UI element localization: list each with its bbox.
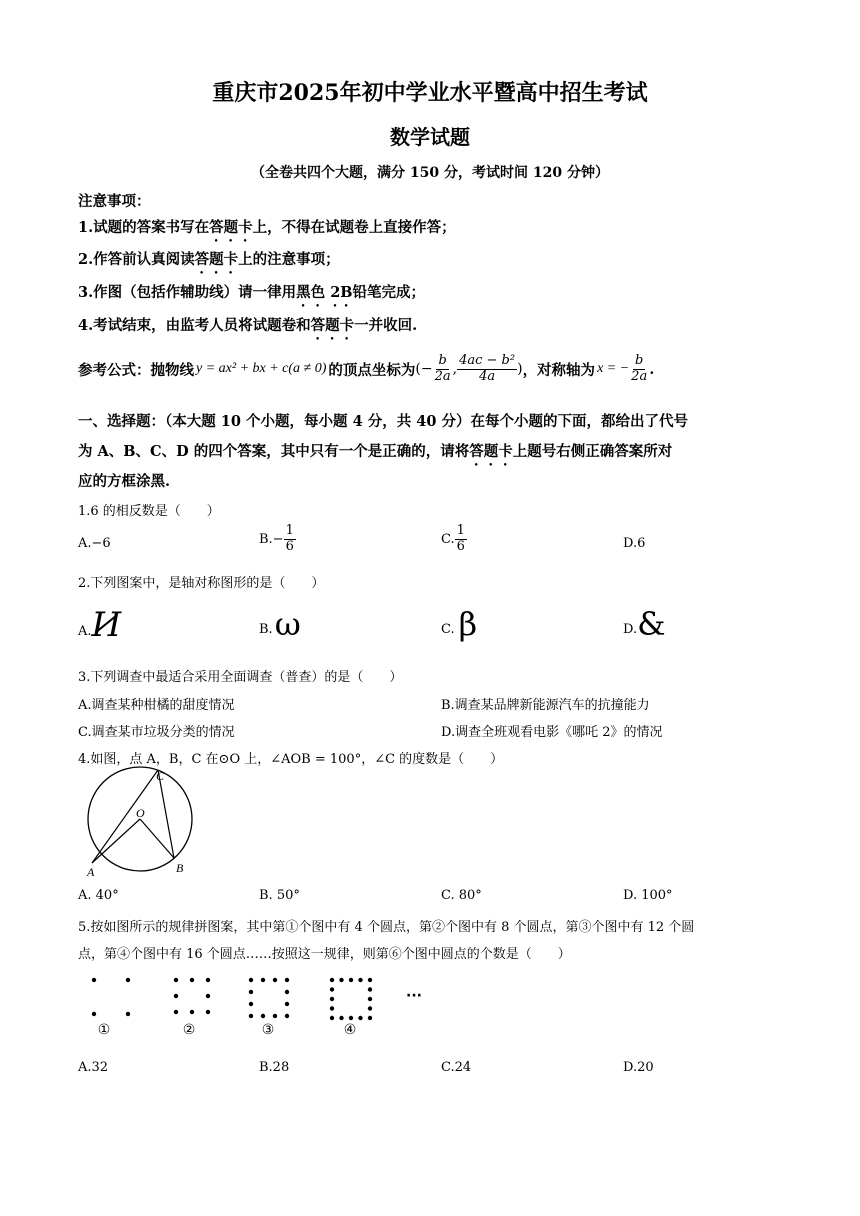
pattern-3-dot	[249, 978, 253, 982]
pattern-3	[249, 978, 289, 1018]
pattern-1-dot	[126, 1012, 130, 1016]
q5-option-d: D.20	[623, 1060, 654, 1075]
note-3-a: 3.作图（包括作辅助线）请一律用	[78, 284, 297, 301]
formula-open: (−	[415, 361, 433, 378]
formula-axis-eq: x = −	[597, 361, 630, 377]
q5-line1: 5.按如图所示的规律拼图案，其中第①个图中有 4 个圆点，第②个图中有 8 个圆点，第③个图中有 12 个圆	[78, 920, 695, 935]
pattern-4-dot	[358, 1016, 362, 1020]
pattern-2-dot	[206, 1010, 210, 1014]
notes-heading: 注意事项：	[78, 193, 151, 210]
pattern-4-dot	[349, 978, 353, 982]
section1-line2: 为 A、B、C、D 的四个答案，其中只有一个是正确的，请将答题卡上题号右侧正确答案所对	[78, 443, 673, 460]
radius-ob	[140, 819, 174, 858]
pattern-2-dot	[190, 978, 194, 982]
note-2-emph: 答题卡	[194, 251, 239, 268]
pattern-4	[330, 978, 372, 1020]
pattern-2	[174, 978, 210, 1014]
q2-option-d: D. &	[623, 605, 666, 643]
note-4	[78, 314, 417, 343]
q1-option-b: B.− $\frac{1}{6}$	[259, 523, 294, 554]
pattern-4-dot	[330, 1016, 334, 1020]
pattern-2-dot	[174, 978, 178, 982]
pattern-2-dot	[174, 994, 178, 998]
pattern-4-dot	[330, 978, 334, 982]
formula-eq: y = ax² + bx + c(a ≠ 0)	[196, 361, 327, 377]
pattern-2-dot	[206, 978, 210, 982]
pattern-4-dot	[358, 978, 362, 982]
label-o: O	[136, 806, 145, 820]
pattern-4-dot	[368, 987, 372, 991]
pattern-4-dot	[368, 997, 372, 1001]
q2-stem: 2.下列图案中，是轴对称图形的是（ ）	[78, 576, 325, 591]
q5-option-c: C.24	[441, 1060, 472, 1075]
pattern-2-dot	[190, 1010, 194, 1014]
note-4-emph: 答题卡	[310, 317, 355, 334]
formula-comma: ,	[452, 361, 458, 378]
note-1	[78, 216, 456, 245]
pattern-2-label: ②	[182, 1022, 196, 1038]
section1-line1: 一、选择题：（本大题 10 个小题，每小题 4 分，共 40 分）在每个小题的下面，都给出了代号	[78, 413, 688, 430]
note-3-c: 铅笔完成；	[352, 284, 426, 301]
beta-icon: β	[458, 605, 478, 643]
pattern-4-dot	[339, 978, 343, 982]
note-2-c: 上的注意事项；	[238, 251, 340, 268]
section1-emph: 答题卡	[469, 443, 513, 460]
pattern-3-dot	[249, 1002, 253, 1006]
q5-option-b: B.28	[259, 1060, 290, 1075]
chord-cb	[158, 770, 174, 858]
label-b: B	[176, 861, 184, 875]
note-1-c: 上，不得在试题卷上直接作答；	[252, 219, 456, 236]
pattern-4-label: ④	[343, 1022, 357, 1038]
radius-oa	[92, 819, 140, 863]
q3-option-d: D.调查全班观看电影《哪吒 2》的情况	[441, 725, 663, 740]
pattern-3-dot	[273, 1014, 277, 1018]
label-c: C	[156, 769, 165, 783]
pattern-3-dot	[261, 1014, 265, 1018]
pattern-3-dot	[273, 978, 277, 982]
pattern-4-dot	[330, 987, 334, 991]
note-1-emph: 答题卡	[209, 219, 253, 236]
q4-stem: 4.如图，点 A，B，C 在⊙O 上，∠AOB = 100°，∠C 的度数是（ ）	[78, 752, 504, 767]
pattern-2-dot	[174, 1010, 178, 1014]
q3-option-b: B.调查某品牌新能源汽车的抗撞能力	[441, 698, 650, 713]
q3-stem: 3.下列调查中最适合采用全面调查（普查）的是（ ）	[78, 670, 403, 685]
label-a: A	[87, 865, 95, 878]
note-2-a: 2.作答前认真阅读	[78, 251, 195, 268]
pattern-3-dot	[285, 1014, 289, 1018]
formula-mid: 的顶点坐标为	[328, 361, 416, 379]
formula-frac-1: $\frac{b}{2a}$	[434, 353, 451, 384]
ellipsis: ···	[406, 988, 422, 1004]
note-3-emph: 黑色 2B	[296, 284, 353, 301]
dot-patterns-figure	[80, 970, 440, 1042]
pattern-3-dot	[285, 978, 289, 982]
exam-info: （全卷共四个大题，满分 150 分，考试时间 120 分钟）	[251, 165, 609, 181]
subject-title: 数学试题	[390, 125, 470, 149]
pattern-1-dot	[92, 1012, 96, 1016]
q3-option-a: A.调查某种柑橘的甜度情况	[78, 698, 235, 713]
section1-line3: 应的方框涂黑.	[78, 473, 171, 490]
q4-option-d: D. 100°	[623, 888, 673, 903]
pattern-4-dot	[368, 1016, 372, 1020]
q1-option-d: D.6	[623, 536, 646, 551]
note-3	[78, 281, 425, 310]
omega-icon: ω	[274, 605, 301, 643]
formula-close: )	[517, 361, 523, 378]
pattern-4-dot	[339, 1016, 343, 1020]
formula-label: 参考公式：抛物线	[78, 361, 194, 379]
q1-option-a: A.−6	[78, 536, 111, 551]
pattern-4-dot	[330, 997, 334, 1001]
formula-frac-2: $\frac{\text{4ac − b²}}{4a}$	[459, 353, 516, 384]
formula-axis-label: ，对称轴为	[522, 361, 596, 379]
pattern-4-dot	[368, 1006, 372, 1010]
q1-option-c: C. $\frac{1}{6}$	[441, 523, 465, 554]
pattern-2-dot	[206, 994, 210, 998]
pattern-1	[92, 978, 130, 1016]
q2-option-b: B. ω	[259, 605, 301, 643]
pattern-3-label: ③	[261, 1022, 275, 1038]
note-2	[78, 248, 340, 277]
exam-title: 重庆市2025年初中学业水平暨高中招生考试	[212, 80, 648, 106]
q4-option-c: C. 80°	[441, 888, 482, 903]
pattern-1-dot	[92, 978, 96, 982]
q2-option-c: C. β	[441, 605, 478, 643]
q1-stem: 1.6 的相反数是（ ）	[78, 504, 220, 519]
note-1-a: 1.试题的答案书写在	[78, 219, 210, 236]
q5-line2: 点，第④个图中有 16 个圆点……按照这一规律，则第⑥个图中圆点的个数是（ ）	[78, 947, 571, 962]
ampersand-icon: &	[637, 605, 666, 643]
q1-b-frac: $\frac{1}{6}$	[285, 523, 294, 554]
reference-formula	[78, 354, 654, 385]
pattern-4-dot	[349, 1016, 353, 1020]
q1-c-frac: $\frac{1}{6}$	[456, 523, 465, 554]
pattern-3-dot	[249, 1014, 253, 1018]
q5-option-a: A.32	[78, 1060, 109, 1075]
pattern-3-dot	[249, 990, 253, 994]
pattern-4-dot	[368, 978, 372, 982]
note-4-c: 一并收回.	[354, 317, 418, 334]
mirrored-n-icon: И	[91, 605, 122, 645]
q3-option-c: C.调查某市垃圾分类的情况	[78, 725, 235, 740]
pattern-1-dot	[126, 978, 130, 982]
pattern-3-dot	[285, 1002, 289, 1006]
circle-figure	[82, 766, 202, 878]
q2-option-a: A. И	[78, 605, 122, 645]
note-4-a: 4.考试结束，由监考人员将试题卷和	[78, 317, 311, 334]
q4-option-a: A. 40°	[78, 888, 119, 903]
pattern-4-dot	[330, 1006, 334, 1010]
formula-end: .	[649, 360, 655, 378]
pattern-3-dot	[261, 978, 265, 982]
q4-option-b: B. 50°	[259, 888, 300, 903]
pattern-3-dot	[285, 990, 289, 994]
pattern-1-label: ①	[97, 1022, 111, 1038]
formula-frac-3: $\frac{b}{2a}$	[631, 353, 648, 384]
